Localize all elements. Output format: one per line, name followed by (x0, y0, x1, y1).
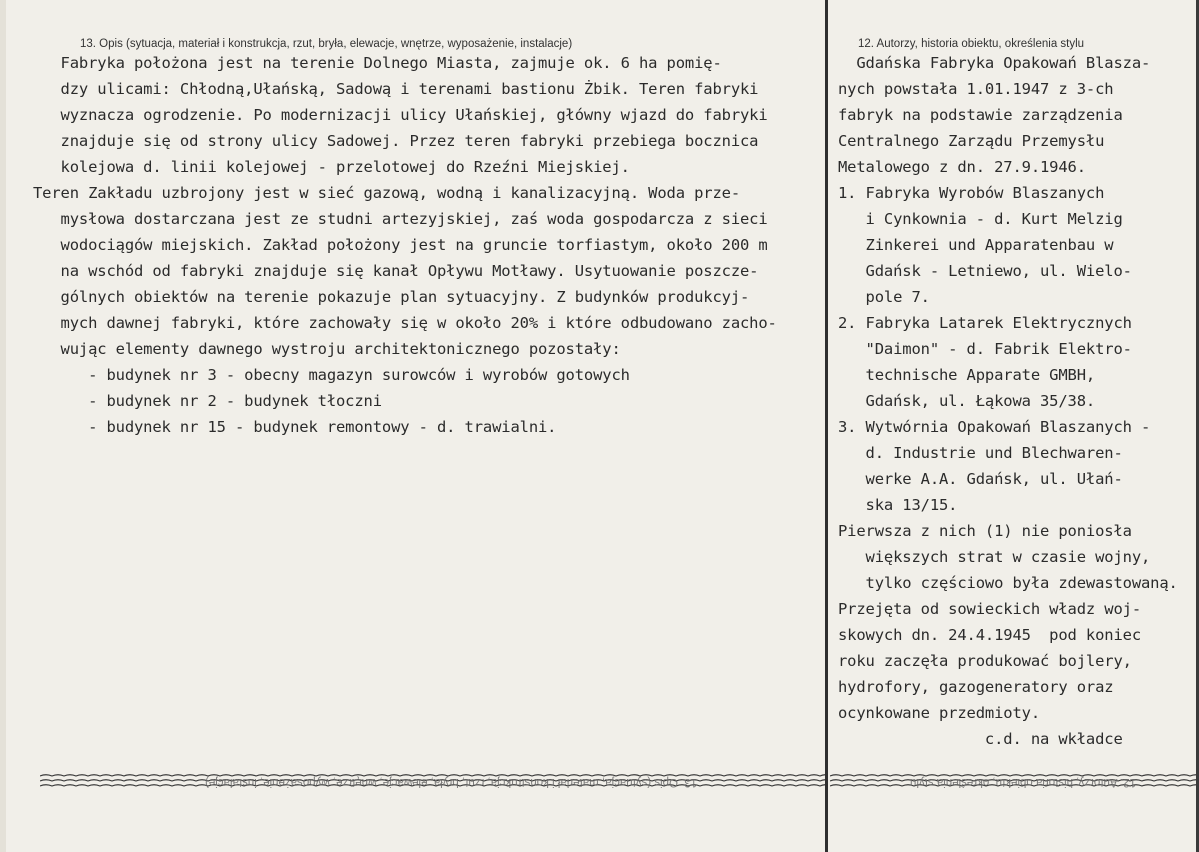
history-line: 3. Wytwórnia Opakowań Blaszanych - (838, 418, 1151, 436)
history-line: "Daimon" - d. Fabrik Elektro- (838, 340, 1132, 358)
history-line: większych strat w czasie wojny, (838, 548, 1151, 566)
description-line: znajduje się od strony ulicy Sadowej. Przez teren fabryki przebiega bocznica (33, 132, 759, 150)
description-line: mych dawnej fabryki, które zachowały się w około 20% i które odbudowano zacho- (33, 314, 777, 332)
history-line: nych powstała 1.01.1947 z 3-ch (838, 80, 1114, 98)
history-line: 2. Fabryka Latarek Elektrycznych (838, 314, 1132, 332)
page-edge (0, 0, 6, 852)
description-line: - budynek nr 3 - obecny magazyn surowców i wyrobów gotowych (33, 366, 630, 384)
description-line: mysłowa dostarczana jest ze studni artezyjskiej, zaś woda gospodarcza z sieci (33, 210, 768, 228)
history-line: i Cynkownia - d. Kurt Melzig (838, 210, 1123, 228)
history-line: hydrofory, gazogeneratory oraz (838, 678, 1114, 696)
history-line: Gdańska Fabryka Opakowań Blasza- (838, 54, 1151, 72)
description-line: gólnych obiektów na terenie pokazuje plan sytuacyjny. Z budynków produkcyj- (33, 288, 750, 306)
history-line: skowych dn. 24.4.1945 pod koniec (838, 626, 1141, 644)
description-line: kolejowa d. linii kolejowej - przelotowej do Rzeźni Miejskiej. (33, 158, 630, 176)
description-text (33, 50, 777, 440)
history-line: ocynkowane przedmioty. (838, 704, 1040, 722)
mirrored-history-heading: 12. Autorzy, historia obiektu, określenia stylu (910, 776, 1137, 788)
history-line: technische Apparate GMBH, (838, 366, 1096, 384)
history-line: ska 13/15. (838, 496, 958, 514)
history-line: Metalowego z dn. 27.9.1946. (838, 158, 1086, 176)
history-line: c.d. na wkładce (838, 730, 1123, 748)
description-heading: 13. Opis (sytuacja, materiał i konstrukcja, rzut, bryła, elewacje, wnętrze, wyposażenie, instalacje) (80, 38, 573, 50)
description-line: Teren Zakładu uzbrojony jest w sieć gazową, wodną i kanalizacyjną. Woda prze- (33, 184, 740, 202)
history-line: Pierwsza z nich (1) nie poniosła (838, 522, 1132, 540)
description-line: na wschód od fabryki znajduje się kanał Opływu Motławy. Usytuowanie poszcze- (33, 262, 759, 280)
mirrored-description-heading: 13. Opis (sytuacja, materiał i konstrukcja, rzut, bryła, elewacje, wnętrze, wyposażenie, instalacje) (205, 776, 698, 788)
description-line: wyznacza ogrodzenie. Po modernizacji ulicy Ułańskiej, główny wjazd do fabryki (33, 106, 768, 124)
description-line: - budynek nr 15 - budynek remontowy - d. trawialni. (33, 418, 557, 436)
history-line: Zinkerei und Apparatenbau w (838, 236, 1114, 254)
description-line: - budynek nr 2 - budynek tłoczni (33, 392, 382, 410)
history-line: 1. Fabryka Wyrobów Blaszanych (838, 184, 1105, 202)
history-line: werke A.A. Gdańsk, ul. Ułań- (838, 470, 1123, 488)
description-line: wując elementy dawnego wystroju architektonicznego pozostały: (33, 340, 621, 358)
history-line: roku zaczęła produkować bojlery, (838, 652, 1132, 670)
history-line: Gdańsk - Letniewo, ul. Wielo- (838, 262, 1132, 280)
history-text (838, 50, 1178, 752)
history-heading: 12. Autorzy, historia obiektu, określenia stylu (858, 38, 1085, 50)
history-line: d. Industrie und Blechwaren- (838, 444, 1123, 462)
history-line: fabryk na podstawie zarządzenia (838, 106, 1123, 124)
column-divider (825, 0, 828, 852)
history-line: Gdańsk, ul. Łąkowa 35/38. (838, 392, 1096, 410)
description-line: dzy ulicami: Chłodną,Ułańską, Sadową i terenami bastionu Żbik. Teren fabryki (33, 80, 759, 98)
history-line: Centralnego Zarządu Przemysłu (838, 132, 1105, 150)
description-line: Fabryka położona jest na terenie Dolnego Miasta, zajmuje ok. 6 ha pomię- (33, 54, 722, 72)
description-line: wodociągów miejskich. Zakład położony jest na gruncie torfiastym, około 200 m (33, 236, 768, 254)
history-line: tylko częściowo była zdewastowaną. (838, 574, 1178, 592)
history-line: pole 7. (838, 288, 930, 306)
history-line: Przejęta od sowieckich władz woj- (838, 600, 1141, 618)
